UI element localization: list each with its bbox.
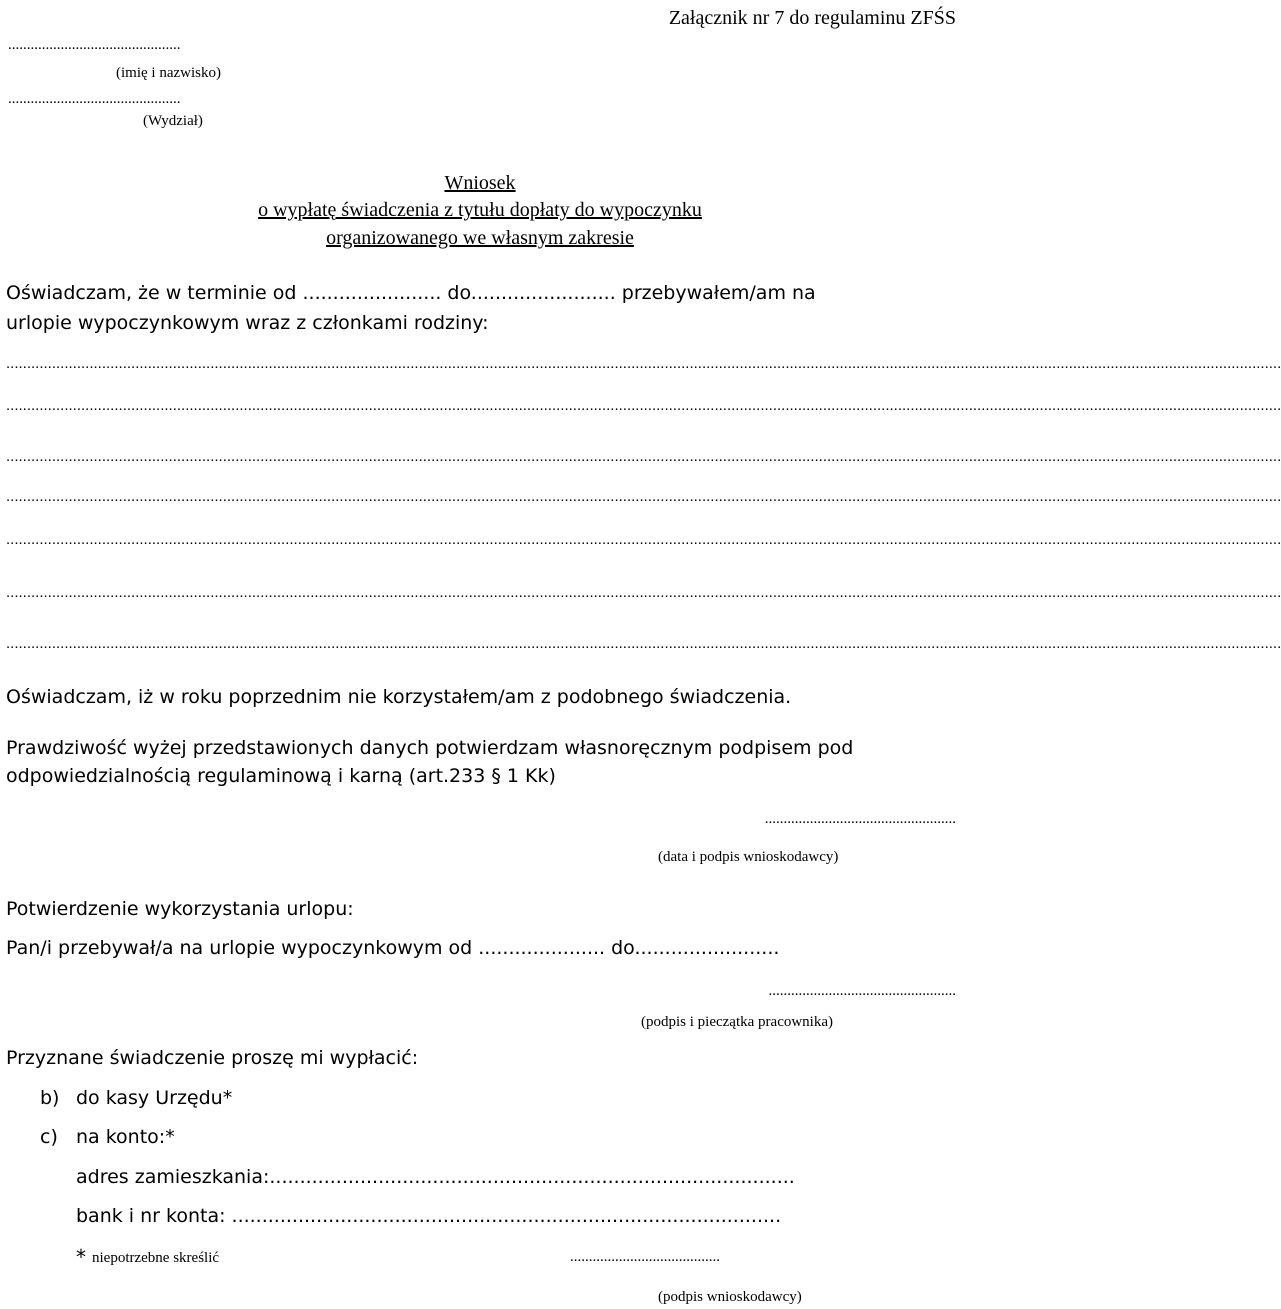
- final-signature-dots: ........................................: [570, 1249, 720, 1265]
- truth-statement-line1: Prawdziwość wyżej przedstawionych danych potwierdzam własnoręcznym podpisem pod: [6, 737, 854, 759]
- family-line: ..................................................................................................................................................................................................................................................................................................................: [6, 488, 1281, 505]
- option-cash-desk: do kasy Urzędu*: [76, 1087, 233, 1109]
- form-subtitle-line1: o wypłatę świadczenia z tytułu dopłaty do wypoczynku: [258, 199, 702, 221]
- statement-period-line1: Oświadczam, że w terminie od ....................... do........................ przebywałem/am na: [6, 282, 816, 304]
- applicant-signature-dots: ...................................................: [764, 811, 956, 827]
- employee-signature-caption: (podpis i pieczątka pracownika): [641, 1014, 834, 1030]
- family-line: ..................................................................................................................................................................................................................................................................................................................: [6, 635, 1281, 652]
- department-dots: ..............................................: [8, 91, 181, 107]
- bank-account-field: bank i nr konta: ...........................................................................................: [76, 1205, 782, 1227]
- family-line: ..................................................................................................................................................................................................................................................................................................................: [6, 584, 1281, 601]
- footnote-text: niepotrzebne skreślić: [92, 1250, 220, 1266]
- footnote-star: *: [76, 1245, 86, 1269]
- confirmation-heading: Potwierdzenie wykorzystania urlopu:: [6, 898, 354, 920]
- address-field: adres zamieszkania:.......................................................................................: [76, 1166, 795, 1188]
- name-caption: (imię i nazwisko): [116, 65, 221, 81]
- option-c-marker: c): [40, 1126, 58, 1148]
- family-line: ..................................................................................................................................................................................................................................................................................................................: [6, 355, 1281, 372]
- applicant-signature-caption: (data i podpis wnioskodawcy): [658, 849, 839, 865]
- payment-heading: Przyznane świadczenie proszę mi wypłacić:: [6, 1047, 419, 1069]
- confirmation-period: Pan/i przebywał/a na urlopie wypoczynkowym od ..................... do........................: [6, 937, 780, 959]
- statement-period-line2: urlopie wypoczynkowym wraz z członkami rodziny:: [6, 312, 489, 334]
- family-line: ..................................................................................................................................................................................................................................................................................................................: [6, 448, 1281, 465]
- attachment-label: Załącznik nr 7 do regulaminu ZFŚS: [668, 7, 956, 29]
- form-subtitle-line2: organizowanego we własnym zakresie: [326, 227, 634, 249]
- final-signature-caption: (podpis wnioskodawcy): [658, 1289, 802, 1305]
- name-dots: ..............................................: [8, 37, 181, 53]
- family-line: ..................................................................................................................................................................................................................................................................................................................: [6, 531, 1281, 548]
- form-title: Wniosek: [444, 172, 516, 194]
- family-line: ..................................................................................................................................................................................................................................................................................................................: [6, 397, 1281, 414]
- option-b-marker: b): [40, 1087, 60, 1109]
- option-bank-account: na konto:*: [76, 1126, 175, 1148]
- statement-no-previous: Oświadczam, iż w roku poprzednim nie korzystałem/am z podobnego świadczenia.: [6, 686, 792, 708]
- department-caption: (Wydział): [143, 113, 203, 129]
- truth-statement-line2: odpowiedzialnością regulaminową i karną (art.233 § 1 Kk): [6, 765, 556, 787]
- employee-signature-dots: ..................................................: [768, 983, 956, 999]
